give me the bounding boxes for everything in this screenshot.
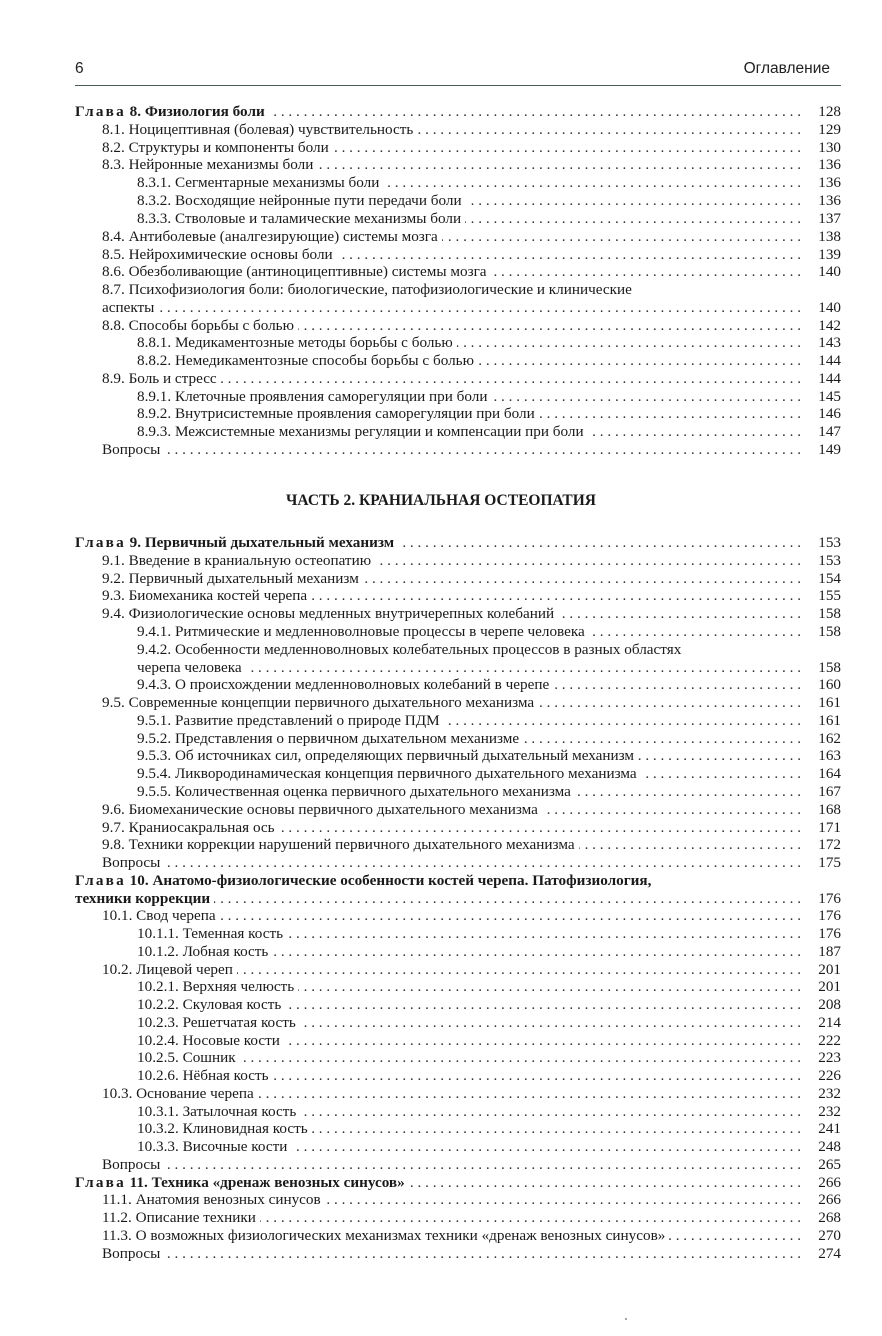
toc-entry[interactable] xyxy=(75,1227,841,1245)
toc-entry[interactable] xyxy=(75,605,841,623)
entry-title: 10.3.1. Затылочная кость xyxy=(137,1103,297,1120)
leader-dots xyxy=(287,925,801,943)
entry-title: 8.8.1. Медикаментозные методы борьбы с болью xyxy=(137,334,453,351)
leader-dots xyxy=(333,139,801,157)
page-ref: 274 xyxy=(818,1245,841,1262)
entry-title: 9.1. Введение в краниальную остеопатию xyxy=(102,552,372,569)
leader-dots xyxy=(300,1014,801,1032)
page-ref: 167 xyxy=(818,783,841,800)
toc-entry[interactable] xyxy=(75,712,841,730)
entry-title: 8.3. Нейронные механизмы боли xyxy=(102,156,314,173)
page-ref: 176 xyxy=(818,907,841,924)
leader-dots xyxy=(417,121,801,139)
part-heading: ЧАСТЬ 2. КРАНИАЛЬНАЯ ОСТЕОПАТИЯ xyxy=(286,492,596,509)
toc-entry[interactable] xyxy=(75,1085,841,1103)
leader-dots xyxy=(539,405,801,423)
toc-entry[interactable] xyxy=(75,370,841,388)
leader-dots xyxy=(588,423,801,441)
entry-title: 10.1.2. Лобная кость xyxy=(137,943,269,960)
leader-dots xyxy=(491,263,801,281)
entry-title: 8.3.2. Восходящие нейронные пути передачи боли xyxy=(137,192,462,209)
leader-dots xyxy=(164,1156,801,1174)
entry-title: 9.5.2. Представления о первичном дыхательном механизме xyxy=(137,730,520,747)
leader-dots xyxy=(312,1120,801,1138)
toc-entry[interactable] xyxy=(75,978,841,996)
entry-title: 8.9. Боль и стресс xyxy=(102,370,217,387)
entry-title: 10.2.1. Верхняя челюсть xyxy=(137,978,295,995)
page-ref: 144 xyxy=(818,370,841,387)
page-ref: 176 xyxy=(818,890,841,907)
leader-dots xyxy=(164,854,801,872)
page-ref: 176 xyxy=(818,925,841,942)
page-number: 6 xyxy=(75,60,84,77)
leader-dots xyxy=(164,1245,801,1263)
leader-dots xyxy=(285,996,801,1014)
leader-dots xyxy=(641,765,801,783)
running-head xyxy=(75,58,830,82)
page-ref: 208 xyxy=(818,996,841,1013)
toc-chapter-10[interactable] xyxy=(75,872,841,890)
leader-dots xyxy=(542,801,801,819)
page-ref: 232 xyxy=(818,1103,841,1120)
entry-title: 10.3. Основание черепа xyxy=(102,1085,254,1102)
page-ref: 248 xyxy=(818,1138,841,1155)
leader-dots xyxy=(553,676,801,694)
entry-title: 8.9.1. Клеточные проявления саморегуляции при боли xyxy=(137,388,488,405)
toc-entry[interactable] xyxy=(75,1067,841,1085)
leader-dots xyxy=(457,334,801,352)
entry-title: 10.2.2. Скуловая кость xyxy=(137,996,282,1013)
toc-entry[interactable] xyxy=(75,552,841,570)
chapter-title: 11. Техника «дренаж венозных синусов» xyxy=(125,1174,405,1191)
entry-title: 11.2. Описание техники xyxy=(102,1209,256,1226)
leader-dots xyxy=(444,712,801,730)
toc-entry[interactable] xyxy=(75,281,841,299)
entry-title: 9.2. Первичный дыхательный механизм xyxy=(102,570,359,587)
toc-entry[interactable] xyxy=(75,121,841,139)
toc-entry[interactable] xyxy=(75,139,841,157)
entry-title: 11.1. Анатомия венозных синусов xyxy=(102,1191,321,1208)
page-ref: 161 xyxy=(818,694,841,711)
entry-title: Вопросы xyxy=(102,1245,161,1262)
toc-entry[interactable] xyxy=(75,228,841,246)
leader-dots xyxy=(538,694,801,712)
page-ref: 149 xyxy=(818,441,841,458)
entry-title: 9.5.4. Ликвородинамическая концепция первичного дыхательного механизма xyxy=(137,765,637,782)
leader-dots xyxy=(273,1067,801,1085)
leader-dots xyxy=(466,192,801,210)
leader-dots xyxy=(638,747,801,765)
chapter-prefix: Глава xyxy=(75,1174,126,1191)
entry-title: 10.1. Свод черепа xyxy=(102,907,216,924)
toc-entry[interactable] xyxy=(75,1014,841,1032)
entry-title: 9.4. Физиологические основы медленных внутричерепных колебаний xyxy=(102,605,555,622)
toc-entry[interactable] xyxy=(75,1209,841,1227)
leader-dots xyxy=(478,352,801,370)
leader-dots xyxy=(558,605,801,623)
page-ref: 158 xyxy=(818,623,841,640)
page-ref: 136 xyxy=(818,156,841,173)
running-head-title: Оглавление xyxy=(743,60,830,77)
entry-title: 9.5. Современные концепции первичного дыхательного механизма xyxy=(102,694,535,711)
chapter-title: 8. Физиология боли xyxy=(125,103,265,120)
page-ref: 139 xyxy=(818,246,841,263)
chapter-title: 9. Первичный дыхательный механизм xyxy=(125,534,395,551)
entry-title: 10.3.3. Височные кости xyxy=(137,1138,288,1155)
toc-entry[interactable] xyxy=(75,174,841,192)
leader-dots xyxy=(409,1174,801,1192)
toc-entry[interactable] xyxy=(75,192,841,210)
entry-title: 10.2.3. Решетчатая кость xyxy=(137,1014,296,1031)
entry-title: 8.9.2. Внутрисистемные проявления саморегуляции при боли xyxy=(137,405,535,422)
page-ref: 265 xyxy=(818,1156,841,1173)
page-ref: 140 xyxy=(818,263,841,280)
page-ref: 129 xyxy=(818,121,841,138)
leader-dots xyxy=(279,819,801,837)
leader-dots xyxy=(258,1085,801,1103)
leader-dots xyxy=(491,388,801,406)
page-ref: 145 xyxy=(818,388,841,405)
leader-dots xyxy=(298,978,801,996)
chapter-title-cont: техники коррекции xyxy=(75,890,211,907)
toc-chapter-10-continuation[interactable] xyxy=(75,890,841,908)
toc-entry[interactable] xyxy=(75,925,841,943)
entry-title: 8.8. Способы борьбы с болью xyxy=(102,317,294,334)
page-ref: 201 xyxy=(818,961,841,978)
page-ref: 187 xyxy=(818,943,841,960)
toc-entry[interactable] xyxy=(75,730,841,748)
leader-dots xyxy=(260,1209,801,1227)
toc-entry[interactable] xyxy=(75,317,841,335)
page-ref: 158 xyxy=(818,659,841,676)
toc-entry[interactable] xyxy=(75,623,841,641)
leader-dots xyxy=(164,441,801,459)
toc-entry[interactable] xyxy=(75,1120,841,1138)
leader-dots xyxy=(523,730,801,748)
leader-dots xyxy=(669,1227,801,1245)
toc-entry[interactable] xyxy=(75,405,841,423)
toc-entry[interactable] xyxy=(75,334,841,352)
leader-dots xyxy=(337,246,801,264)
entry-title: Вопросы xyxy=(102,1156,161,1173)
toc-entry[interactable] xyxy=(75,676,841,694)
leader-dots xyxy=(237,961,801,979)
leader-dots xyxy=(300,1103,801,1121)
page-ref: 232 xyxy=(818,1085,841,1102)
toc-entry[interactable] xyxy=(75,1049,841,1067)
header-rule xyxy=(75,85,841,86)
leader-dots xyxy=(375,552,801,570)
page-ref: 155 xyxy=(818,587,841,604)
page-ref: 266 xyxy=(818,1191,841,1208)
toc-entry[interactable] xyxy=(75,352,841,370)
toc-entry[interactable] xyxy=(75,961,841,979)
page-ref: 214 xyxy=(818,1014,841,1031)
entry-title: 9.5.3. Об источниках сил, определяющих первичный дыхательный механизм xyxy=(137,747,635,764)
leader-dots xyxy=(246,659,801,677)
leader-dots xyxy=(325,1191,801,1209)
toc-entry-continuation[interactable] xyxy=(75,299,841,317)
toc-entry[interactable] xyxy=(75,694,841,712)
toc-entry[interactable] xyxy=(75,943,841,961)
entry-title: 10.2.6. Нёбная кость xyxy=(137,1067,269,1084)
scan-speck xyxy=(625,1318,627,1320)
page-ref: 163 xyxy=(818,747,841,764)
toc-entry-questions[interactable] xyxy=(75,854,841,872)
page-ref: 140 xyxy=(818,299,841,316)
page-ref: 168 xyxy=(818,801,841,818)
entry-title: 9.4.3. О происхождении медленноволновых колебаний в черепе xyxy=(137,676,550,693)
toc-entry[interactable] xyxy=(75,801,841,819)
entry-title: 11.3. О возможных физиологических механизмах техники «дренаж венозных синусов» xyxy=(102,1227,666,1244)
page-ref: 222 xyxy=(818,1032,841,1049)
page-ref: 153 xyxy=(818,534,841,551)
leader-dots xyxy=(272,943,801,961)
entry-title: 8.1. Ноцицептивная (болевая) чувствительность xyxy=(102,121,414,138)
entry-title: 9.4.2. Особенности медленноволновых колебательных процессов в разных областях xyxy=(137,641,682,658)
leader-dots xyxy=(221,370,801,388)
page-ref: 161 xyxy=(818,712,841,729)
toc-chapter-9[interactable] xyxy=(75,534,841,552)
entry-title: 8.9.3. Межсистемные механизмы регуляции и компенсации при боли xyxy=(137,423,584,440)
toc-entry[interactable] xyxy=(75,587,841,605)
leader-dots xyxy=(284,1032,801,1050)
toc-entry[interactable] xyxy=(75,1138,841,1156)
entry-title: 8.4. Антиболевые (аналгезирующие) системы мозга xyxy=(102,228,438,245)
entry-title: 10.2.5. Сошник xyxy=(137,1049,236,1066)
entry-title: 10.3.2. Клиновидная кость xyxy=(137,1120,308,1137)
entry-title: 9.4.1. Ритмические и медленноволновые процессы в черепе человека xyxy=(137,623,585,640)
toc-entry[interactable] xyxy=(75,1103,841,1121)
entry-title: черепа человека xyxy=(137,659,242,676)
toc-chapter-8[interactable] xyxy=(75,103,841,121)
entry-title: 8.5. Нейрохимические основы боли xyxy=(102,246,333,263)
toc-entry-questions[interactable] xyxy=(75,441,841,459)
page-ref: 160 xyxy=(818,676,841,693)
entry-title: Вопросы xyxy=(102,854,161,871)
toc-chapter-11[interactable] xyxy=(75,1174,841,1192)
page-ref: 223 xyxy=(818,1049,841,1066)
entry-title: 8.6. Обезболивающие (антиноцицептивные) системы мозга xyxy=(102,263,487,280)
leader-dots xyxy=(269,103,801,121)
page-ref: 154 xyxy=(818,570,841,587)
entry-title: аспекты xyxy=(102,299,155,316)
toc-entry[interactable] xyxy=(75,156,841,174)
page-ref: 143 xyxy=(818,334,841,351)
entry-title: 8.2. Структуры и компоненты боли xyxy=(102,139,329,156)
page-ref: 164 xyxy=(818,765,841,782)
page-ref: 172 xyxy=(818,836,841,853)
leader-dots xyxy=(298,317,801,335)
entry-title: 9.5.5. Количественная оценка первичного дыхательного механизма xyxy=(137,783,571,800)
entry-title: 9.8. Техники коррекции нарушений первичного дыхательного механизма xyxy=(102,836,575,853)
leader-dots xyxy=(398,534,801,552)
toc-entry[interactable] xyxy=(75,765,841,783)
leader-dots xyxy=(317,156,801,174)
page-ref: 138 xyxy=(818,228,841,245)
page-ref: 142 xyxy=(818,317,841,334)
leader-dots xyxy=(579,836,801,854)
toc-entry-questions[interactable] xyxy=(75,1156,841,1174)
toc-entry[interactable] xyxy=(75,423,841,441)
leader-dots xyxy=(240,1049,801,1067)
entry-title: 9.7. Краниосакральная ось xyxy=(102,819,275,836)
page-ref: 153 xyxy=(818,552,841,569)
chapter-prefix: Глава xyxy=(75,534,126,551)
entry-title: 10.2.4. Носовые кости xyxy=(137,1032,280,1049)
leader-dots xyxy=(575,783,801,801)
leader-dots xyxy=(383,174,801,192)
toc-entry[interactable] xyxy=(75,246,841,264)
page-ref: 136 xyxy=(818,192,841,209)
page-ref: 201 xyxy=(818,978,841,995)
page-ref: 266 xyxy=(818,1174,841,1191)
page-ref: 270 xyxy=(818,1227,841,1244)
toc-entry-questions[interactable] xyxy=(75,1245,841,1263)
page-ref: 146 xyxy=(818,405,841,422)
page-ref: 162 xyxy=(818,730,841,747)
toc-entry[interactable] xyxy=(75,836,841,854)
leader-dots xyxy=(214,890,801,908)
page-ref: 241 xyxy=(818,1120,841,1137)
entry-title: 10.1.1. Теменная кость xyxy=(137,925,284,942)
entry-title: 8.8.2. Немедикаментозные способы борьбы с болью xyxy=(137,352,474,369)
leader-dots xyxy=(589,623,801,641)
leader-dots xyxy=(291,1138,801,1156)
leader-dots xyxy=(158,299,801,317)
toc-entry[interactable] xyxy=(75,783,841,801)
toc-entry[interactable] xyxy=(75,641,841,659)
toc-entry[interactable] xyxy=(75,1032,841,1050)
page-ref: 268 xyxy=(818,1209,841,1226)
leader-dots xyxy=(442,228,801,246)
toc-entry[interactable] xyxy=(75,263,841,281)
entry-title: 9.3. Биомеханика костей черепа xyxy=(102,587,308,604)
page-ref: 158 xyxy=(818,605,841,622)
toc-entry[interactable] xyxy=(75,819,841,837)
page-ref: 147 xyxy=(818,423,841,440)
toc-entry[interactable] xyxy=(75,907,841,925)
page-ref: 144 xyxy=(818,352,841,369)
entry-title: 9.6. Биомеханические основы первичного дыхательного механизма xyxy=(102,801,538,818)
toc-entry-continuation[interactable] xyxy=(75,659,841,677)
leader-dots xyxy=(220,907,801,925)
entry-title: 8.3.1. Сегментарные механизмы боли xyxy=(137,174,380,191)
toc-entry[interactable] xyxy=(75,210,841,228)
toc-entry[interactable] xyxy=(75,747,841,765)
toc-entry[interactable] xyxy=(75,570,841,588)
page-ref: 136 xyxy=(818,174,841,191)
page-ref: 175 xyxy=(818,854,841,871)
toc-entry[interactable] xyxy=(75,996,841,1014)
entry-title: 8.7. Психофизиология боли: биологические, патофизиологические и клинические xyxy=(102,281,632,298)
page-ref: 226 xyxy=(818,1067,841,1084)
entry-title: 8.3.3. Стволовые и таламические механизмы боли xyxy=(137,210,462,227)
leader-dots xyxy=(363,570,801,588)
page-ref: 128 xyxy=(818,103,841,120)
leader-dots xyxy=(465,210,801,228)
page-ref: 137 xyxy=(818,210,841,227)
entry-title: 10.2. Лицевой череп xyxy=(102,961,233,978)
entry-title: Вопросы xyxy=(102,441,161,458)
toc-entry[interactable] xyxy=(75,1191,841,1209)
chapter-prefix: Глава xyxy=(75,103,126,120)
page-ref: 171 xyxy=(818,819,841,836)
leader-dots xyxy=(311,587,801,605)
chapter-prefix: Глава xyxy=(75,872,126,889)
toc-entry[interactable] xyxy=(75,388,841,406)
chapter-title: 10. Анатомо-физиологические особенности костей черепа. Патофизиология, xyxy=(125,872,652,889)
entry-title: 9.5.1. Развитие представлений о природе ПДМ xyxy=(137,712,440,729)
page-ref: 130 xyxy=(818,139,841,156)
